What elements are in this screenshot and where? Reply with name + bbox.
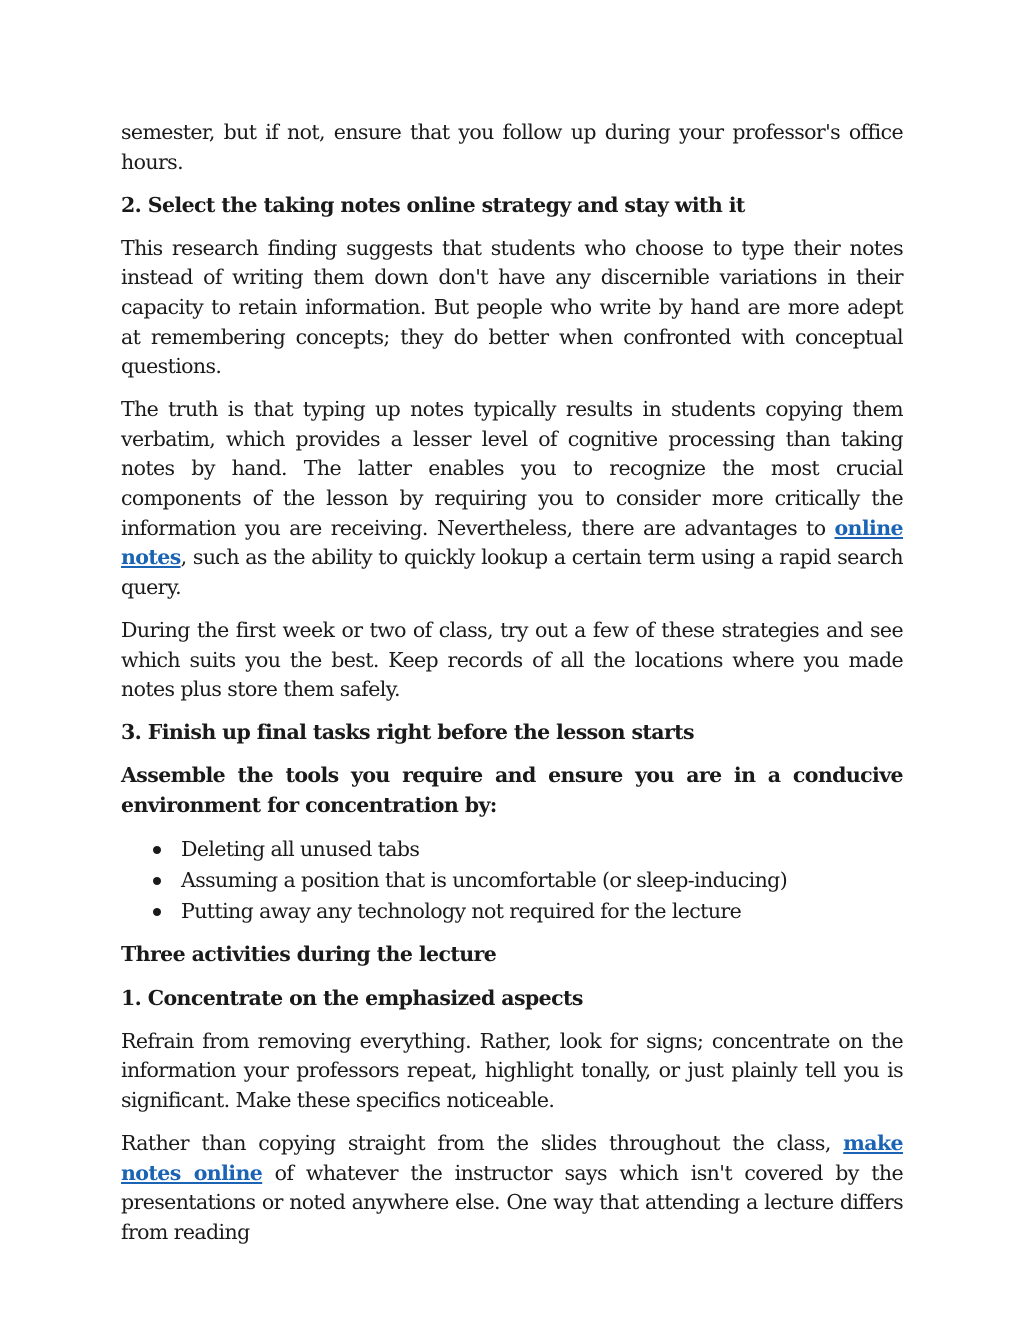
bullet-icon bbox=[153, 877, 161, 885]
intro-paragraph: semester, but if not, ensure that you follow up during your professor's office hours. bbox=[121, 120, 903, 174]
section-2-heading: 2. Select the taking notes online strategy and stay with it bbox=[121, 192, 745, 217]
list-item bbox=[121, 865, 903, 896]
bullet-icon bbox=[153, 846, 161, 854]
section-2-paragraph-3: During the first week or two of class, try out a few of these strategies and see which suits you the best. Keep records of all the locations where you made notes plus store them safely. bbox=[121, 617, 903, 702]
online-notes-link[interactable]: online notes bbox=[121, 515, 903, 570]
list-item-text: Assuming a position that is uncomfortable (or sleep-inducing) bbox=[181, 867, 788, 892]
list-item bbox=[121, 834, 903, 865]
section-3-heading: 3. Finish up final tasks right before the lesson starts bbox=[121, 720, 694, 745]
document-page bbox=[121, 118, 903, 1261]
section-2-paragraph-2-text-after: , such as the ability to quickly lookup a certain term using a rapid search query. bbox=[121, 545, 903, 599]
section-2-paragraph-2-text-before: The truth is that typing up notes typically results in students copying them verbatim, which provides a lesser level of cognitive processing than taking notes by hand. The latter enables you to recognize the most crucial components of the lesson by requiring you to consider more critically the information you are receiving. Nevertheless, there are advantages to bbox=[121, 397, 903, 540]
activities-heading: Three activities during the lecture bbox=[121, 942, 497, 967]
section-3-subheading: Assemble the tools you require and ensure you are in a conducive environment for concentration by: bbox=[121, 763, 903, 817]
bullet-icon bbox=[153, 908, 161, 916]
activity-1-paragraph-1: Refrain from removing everything. Rather, look for signs; concentrate on the information your professors repeat, highlight tonally, or just plainly tell you is significant. Make these specifics noticeable. bbox=[121, 1028, 903, 1112]
activity-1-paragraph-2 bbox=[121, 1129, 903, 1247]
bullet-list bbox=[121, 834, 903, 927]
activity-1-paragraph-2-text-after: of whatever the instructor says which isn't covered by the presentations or noted anywhere else. One way that attending a lecture differs from reading bbox=[121, 1160, 904, 1244]
list-item-text: Putting away any technology not required for the lecture bbox=[181, 898, 742, 923]
section-2-paragraph-1: This research finding suggests that students who choose to type their notes instead of writing them down don't have any discernible variations in their capacity to retain information. But people who write by hand are more adept at remembering concepts; they do better when confronted with conceptual questions. bbox=[121, 235, 903, 379]
list-item-text: Deleting all unused tabs bbox=[181, 836, 420, 861]
list-item bbox=[121, 896, 903, 927]
section-2-paragraph-2 bbox=[121, 395, 903, 602]
activity-1-paragraph-2-text-before: Rather than copying straight from the slides throughout the class, bbox=[121, 1130, 844, 1155]
make-notes-online-link[interactable]: make notes online bbox=[121, 1130, 903, 1185]
activity-1-heading: 1. Concentrate on the emphasized aspects bbox=[121, 985, 583, 1010]
